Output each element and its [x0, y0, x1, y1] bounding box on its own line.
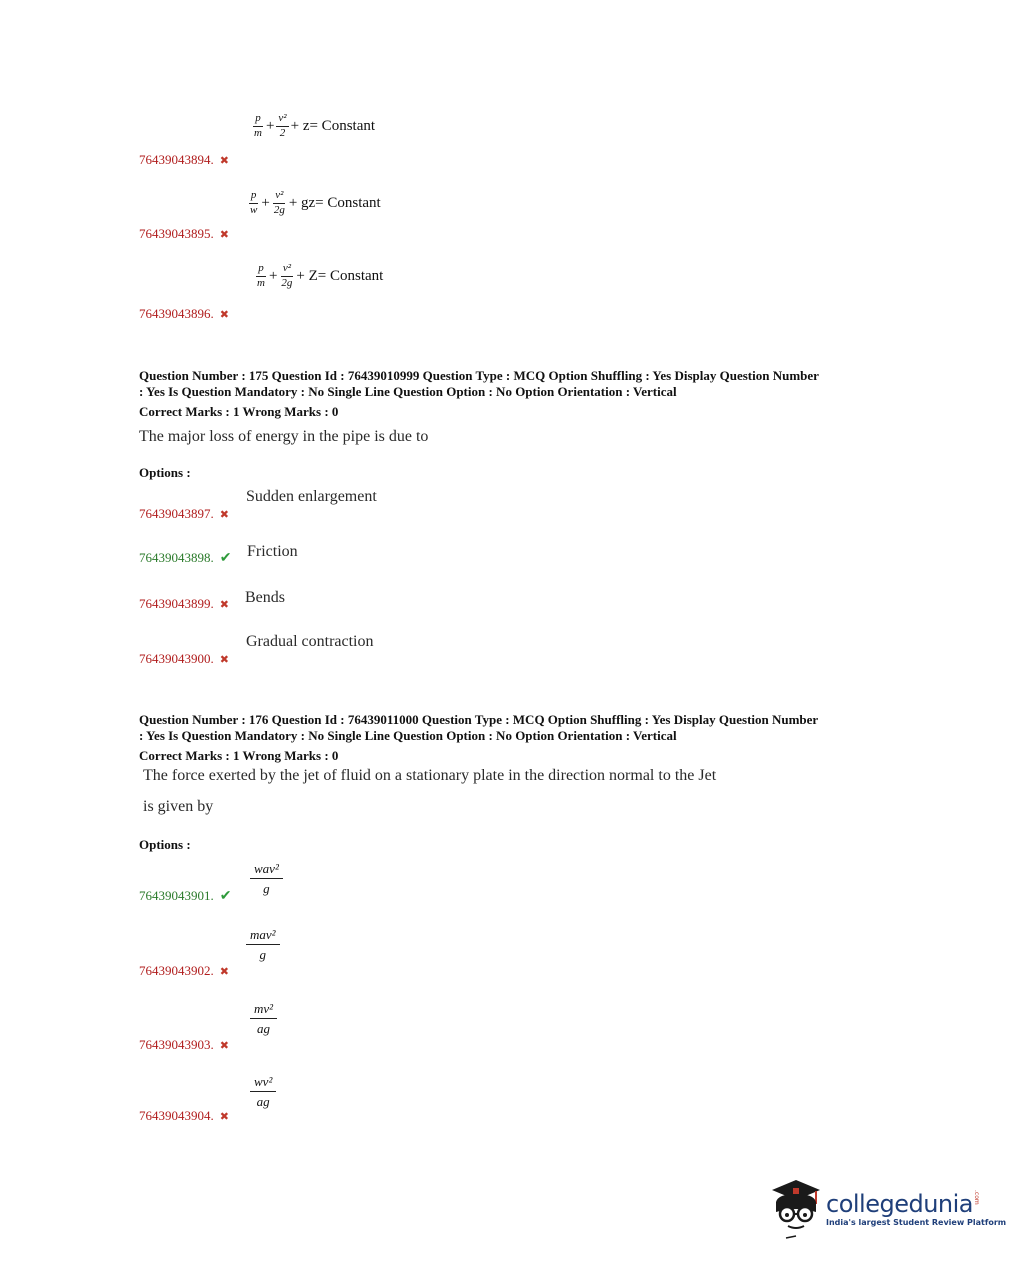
check-icon: ✔ [219, 889, 232, 904]
cross-icon: ✖ [219, 966, 229, 978]
fraction: $\frac{\text{wav²}}{g}$ [250, 862, 283, 895]
tagline: India's largest Student Review Platform [826, 1217, 1007, 1227]
option-text: Friction [247, 543, 298, 560]
option-id: 76439043902. ✖ [139, 963, 229, 978]
cross-icon: ✖ [219, 599, 229, 611]
fraction: $\frac{\text{v²}}{2g}$ [273, 189, 285, 216]
option-formula: $\frac{p}{m}$ + $\frac{\text{v²}}{2g}$ + Z= Constant [257, 262, 384, 289]
option-id: 76439043904. ✖ [139, 1108, 229, 1123]
option-formula: $\frac{p}{m}$ + $\frac{\text{v²}}{2}$ + z= Constant [254, 112, 376, 139]
option-id: 76439043895. ✖ [139, 226, 229, 241]
logo-text [826, 1190, 1006, 1227]
fraction: $\frac{\text{v²}}{2}$ [278, 112, 287, 139]
brand-name: collegedunia [826, 1189, 974, 1218]
fraction: $\frac{\text{mav²}}{g}$ [246, 928, 280, 961]
fraction: $\frac{\text{wv²}}{ag}$ [250, 1075, 276, 1108]
question-text: The force exerted by the jet of fluid on a stationary plate in the direction normal to the Jet [143, 767, 717, 784]
fraction: $\frac{\text{v²}}{2g}$ [281, 262, 293, 289]
option-id: 76439043899. ✖ [139, 596, 229, 611]
brand-domain: .com [973, 1189, 981, 1205]
option-id: 76439043903. ✖ [139, 1037, 229, 1052]
option-id: 76439043901. ✔ [139, 888, 232, 904]
option-text: Sudden enlargement [246, 488, 377, 505]
option-text: Bends [245, 589, 285, 606]
option-formula [244, 926, 282, 961]
mascot-icon [766, 1176, 824, 1240]
option-formula [248, 1073, 278, 1108]
question-text: is given by [143, 798, 214, 815]
option-text: Gradual contraction [246, 633, 374, 650]
cross-icon: ✖ [219, 509, 229, 521]
fraction: $\frac{p}{w}$ [250, 189, 258, 216]
cross-icon: ✖ [219, 229, 229, 241]
cross-icon: ✖ [219, 309, 229, 321]
option-id: 76439043894. ✖ [139, 152, 229, 167]
cross-icon: ✖ [219, 155, 229, 167]
option-id: 76439043900. ✖ [139, 651, 229, 666]
question-meta: Question Number : 176 Question Id : 76439011000 Question Type : MCQ Option Shuffling : Yes Display Question Number : Yes Is Question Mandatory : No Single Line Question Option : No Option Orientation : Vertical Correct Marks : 1 Wrong Marks : 0 [139, 712, 819, 763]
option-id: 76439043897. ✖ [139, 506, 229, 521]
check-icon: ✔ [219, 551, 232, 566]
cross-icon: ✖ [219, 1111, 229, 1123]
options-label: Options : [139, 465, 191, 480]
option-formula: $\frac{p}{w}$ + $\frac{\text{v²}}{2g}$ + gz= Constant [250, 189, 381, 216]
fraction: $\frac{p}{m}$ [257, 262, 265, 289]
option-id: 76439043898. ✔ [139, 550, 232, 566]
question-meta: Question Number : 175 Question Id : 76439010999 Question Type : MCQ Option Shuffling : Yes Display Question Number : Yes Is Question Mandatory : No Single Line Question Option : No Option Orientation : Vertical Correct Marks : 1 Wrong Marks : 0 [139, 368, 819, 419]
option-id: 76439043896. ✖ [139, 306, 229, 321]
cross-icon: ✖ [219, 1040, 229, 1052]
option-formula [248, 860, 285, 895]
fraction: $\frac{p}{m}$ [254, 112, 262, 139]
question-text: The major loss of energy in the pipe is due to [139, 428, 429, 445]
options-label: Options : [139, 837, 191, 852]
option-formula [248, 1000, 279, 1035]
fraction: $\frac{\text{mv²}}{ag}$ [250, 1002, 277, 1035]
collegedunia-logo[interactable] [766, 1176, 1006, 1240]
cross-icon: ✖ [219, 654, 229, 666]
